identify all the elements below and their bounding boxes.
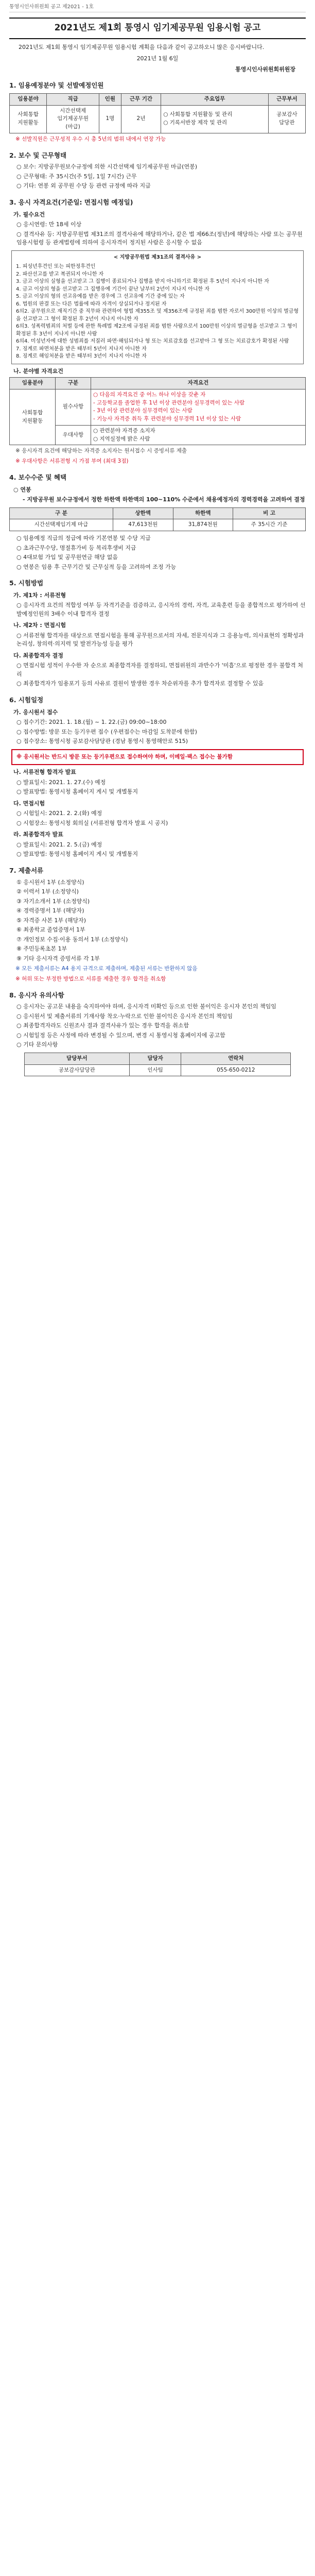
section-4-sub: ○ 연봉 bbox=[13, 486, 31, 493]
list-item: ⑥ 최종학교 졸업증명서 1부 bbox=[16, 926, 85, 933]
disqualification-box bbox=[11, 250, 304, 364]
list-item: ⑨ 기타 응시자격 증빙서류 각 1부 bbox=[16, 955, 100, 962]
list-item: 1. 피성년후견인 또는 피한정후견인 bbox=[16, 264, 96, 269]
list-item: ○ 발표방법: 통영시청 홈페이지 게시 및 개별통지 bbox=[16, 788, 138, 795]
qualification-table bbox=[9, 377, 306, 445]
list-item: ○ 4대보험 가입 및 공무원연금 해당 없음 bbox=[16, 554, 118, 561]
section-6-sub-3: 다. 면접시험 bbox=[13, 800, 45, 807]
section-5-sub-2: 나. 제2차 : 면접시험 bbox=[13, 622, 66, 629]
table-cell: 사회통합 지원활동 bbox=[10, 389, 56, 445]
section-3-title: 3. 응시 자격요건(기준일: 면접시험 예정일) bbox=[9, 198, 133, 206]
table-header: 직급 bbox=[47, 93, 99, 105]
list-item: 2. 파산선고를 받고 복권되지 아니한 자 bbox=[16, 271, 104, 277]
section-3-sub-1: 가. 필수요건 bbox=[13, 211, 45, 218]
table-cell: 주 35시간 기준 bbox=[233, 519, 306, 531]
contact-title: ○ 기타 문의사항 bbox=[16, 1041, 58, 1048]
section-5-title: 5. 시험방법 bbox=[9, 579, 44, 587]
list-item: ○ 발표방법: 통영시청 홈페이지 게시 및 개별통지 bbox=[16, 851, 138, 858]
table-row bbox=[10, 105, 306, 133]
table-cell: 시간선택제임기제 마급 bbox=[10, 519, 113, 531]
section-6-sub-4: 라. 최종합격자 발표 bbox=[13, 831, 63, 838]
list-item: ○ 접수기간: 2021. 1. 18.(월) ~ 1. 22.(금) 09:00~18:00 bbox=[16, 719, 167, 725]
list-item: ○ 응시원서 및 제출서류의 기재사항 착오·누락으로 인한 불이익은 응시자 본인의 책임임 bbox=[16, 1012, 233, 1020]
list-item: 8. 징계로 해임처분을 받은 때부터 3년이 지나지 아니한 자 bbox=[16, 353, 147, 359]
table-cell: 인사팀 bbox=[129, 1064, 181, 1076]
list-item: ○ 최종합격자라도 신원조사 결과 결격사유가 있는 경우 합격을 취소함 bbox=[16, 1022, 189, 1029]
table-row bbox=[10, 389, 306, 425]
paragraph: ○ 면접시험 성적이 우수한 자 순으로 최종합격자를 결정하되, 면접위원의 과반수가 '미흡'으로 평정한 경우 불합격 처리 bbox=[16, 662, 303, 677]
list-item: ⑧ 주민등록초본 1부 bbox=[16, 945, 67, 952]
list-item: ○ 발표일시: 2021. 1. 27.(수) 예정 bbox=[16, 778, 106, 786]
list-item: ○ 응시연령: 만 18세 이상 bbox=[16, 221, 82, 228]
list-item: ② 이력서 1부 (소정양식) bbox=[16, 888, 79, 895]
table-row bbox=[10, 519, 306, 531]
section-3-sub-2: 나. 분야별 자격요건 bbox=[13, 367, 63, 375]
list-item: 5. 금고 이상의 형의 선고유예를 받은 경우에 그 선고유예 기간 중에 있는 자 bbox=[16, 294, 185, 299]
list-item: ○ 근무형태: 주 35시간(주 5일, 1일 7시간) 근무 bbox=[16, 173, 137, 180]
list-item: ○ 응시자는 공고문 내용을 숙지하여야 하며, 응시자격 미확인 등으로 인한 불이익은 응시자 본인의 책임임 bbox=[16, 1003, 276, 1010]
table-cell: 시간선택제 임기제공무원 (마급) bbox=[47, 105, 99, 133]
paragraph: ○ 서류전형 합격자를 대상으로 면접시험을 통해 공무원으로서의 자세, 전문지식과 그 응용능력, 의사표현의 정확성과 논리성, 창의력·의지력 및 발전가능성 등을 평가 bbox=[16, 632, 304, 648]
paragraph: ○ 최종합격자가 임용포기 등의 사유로 결원이 발생한 경우 차순위자를 추가 합격자로 결정할 수 있음 bbox=[16, 680, 264, 687]
section-6-title: 6. 시험일정 bbox=[9, 696, 44, 704]
list-item: 6의4. 미성년자에 대한 성범죄를 저질러 파면·해임되거나 형 또는 치료감호를 선고받아 그 형 또는 치료감호가 확정된 사람 bbox=[16, 338, 289, 344]
table-header: 구 분 bbox=[10, 507, 113, 519]
list-item: ※ 응시자격 요건에 해당하는 자격증 소지자는 원서접수 시 증빙서류 제출 bbox=[15, 448, 187, 454]
table-cell: 사회통합 지원활동 bbox=[10, 105, 47, 133]
table-cell: 필수사항 bbox=[56, 389, 91, 425]
table-header: 구분 bbox=[56, 378, 91, 389]
table-cell: 055-650-0212 bbox=[181, 1064, 291, 1076]
list-item: ○ 시험일정 등은 사정에 따라 변경될 수 있으며, 변경 시 통영시청 홈페이지에 공고함 bbox=[16, 1031, 225, 1039]
table-header: 임용분야 bbox=[10, 93, 47, 105]
disqualification-box-title: < 지방공무원법 제31조의 결격사유 > bbox=[113, 254, 202, 260]
table-cell: 31,874천원 bbox=[173, 519, 233, 531]
table-header: 인원 bbox=[99, 93, 121, 105]
table-header: 자격요건 bbox=[91, 378, 306, 389]
positions-table bbox=[9, 93, 306, 133]
table-header: 담당부서 bbox=[24, 1053, 129, 1064]
table-cell: ○ 다음의 자격요건 중 어느 하나 이상을 갖춘 자 - 고등학교를 졸업한 후 1년 이상 관련분야 실무경력이 있는 사람 - 3년 이상 관련분야 실무경력이 있는 사람 - 기능사 자격증 취득 후 관련분야 실무경력 1년 이상 있는 사람 bbox=[91, 389, 306, 425]
list-item: ※ 모든 제출서류는 A4 용지 규격으로 제출하며, 제출된 서류는 반환하지 않음 bbox=[15, 965, 198, 972]
table-header-row bbox=[10, 507, 306, 519]
contact-table bbox=[24, 1053, 291, 1077]
list-item: ※ 허위 또는 부정한 방법으로 서류를 제출한 경우 합격을 취소함 bbox=[15, 975, 166, 982]
table-header: 연락처 bbox=[181, 1053, 291, 1064]
section-5-sub-1: 가. 제1차 : 서류전형 bbox=[13, 591, 66, 599]
section-5-sub-3: 다. 최종합격자 결정 bbox=[13, 652, 63, 659]
section-7-title: 7. 제출서류 bbox=[9, 866, 44, 874]
page-title: 2021년도 제1회 통영시 임기제공무원 임용시험 공고 bbox=[9, 18, 306, 39]
list-item: ○ 시험일시: 2021. 2. 2.(화) 예정 bbox=[16, 810, 102, 817]
list-item: 3. 금고 이상의 실형을 선고받고 그 집행이 종료되거나 집행을 받지 아니하기로 확정된 후 5년이 지나지 아니한 자 bbox=[16, 279, 269, 284]
list-item: ⑦ 개인정보 수집·이용 동의서 1부 (소정양식) bbox=[16, 936, 128, 943]
intro-text: 2021년도 제1회 통영시 임기제공무원 임용시험 계획을 다음과 같이 공고하오니 많은 응시바랍니다. bbox=[19, 43, 265, 50]
document-header: 통영시인사위원회 공고 제2021 - 1호 bbox=[9, 3, 306, 12]
table-header: 근무부서 bbox=[268, 93, 305, 105]
table-header: 상한액 bbox=[113, 507, 173, 519]
list-item: ③ 자기소개서 1부 (소정양식) bbox=[16, 897, 90, 905]
section-8-title: 8. 응시자 유의사항 bbox=[9, 991, 64, 999]
list-item: 6. 법원의 판결 또는 다른 법률에 따라 자격이 상실되거나 정지된 자 bbox=[16, 301, 167, 307]
table-header-row bbox=[10, 378, 306, 389]
announce-org: 통영시인사위원회위원장 bbox=[235, 65, 295, 73]
table-header: 하한액 bbox=[173, 507, 233, 519]
list-item: ○ 기타: 연봉 외 공무원 수당 등 관련 규정에 따라 지급 bbox=[16, 182, 151, 190]
section-4-title: 4. 보수수준 및 혜택 bbox=[9, 473, 67, 481]
list-item: 6의3. 성폭력범죄의 처벌 등에 관한 특례법 제2조에 규정된 죄를 범한 사람으로서 100만원 이상의 벌금형을 선고받고 그 형이 확정된 후 3년이 지나지 아니한 사람 bbox=[16, 324, 297, 337]
list-item: ○ 연봉은 임용 후 근무기간 및 근무실적 등을 고려하여 조정 가능 bbox=[16, 563, 177, 570]
list-item: ※ 우대사항은 서류전형 시 가점 부여 (최대 3점) bbox=[15, 458, 129, 464]
list-item: ④ 경력증명서 1부 (해당자) bbox=[16, 907, 84, 914]
list-item: ○ 시험장소: 통영시청 회의실 (서류전형 합격자 발표 시 공지) bbox=[16, 819, 168, 826]
table-row bbox=[24, 1064, 290, 1076]
salary-description: - 지방공무원 보수규정에서 정한 하한액 하한액의 100~110% 수준에서 채용예정자의 경력경력을 고려하여 결정 bbox=[23, 496, 305, 503]
warning-box: ※ 응시원서는 반드시 방문 또는 등기우편으로 접수하여야 하며, 이메일·팩스 접수는 불가함 bbox=[11, 749, 304, 766]
section-6-sub-2: 나. 서류전형 합격자 발표 bbox=[13, 769, 76, 776]
section-2-title: 2. 보수 및 근무형태 bbox=[9, 151, 67, 159]
list-item: 6의2. 공무원으로 재직기간 중 직무와 관련하여 형법 제355조 및 제356조에 규정된 죄를 범한 자로서 300만원 이상의 벌금형을 선고받고 그 형이 확정된 후 2년이 지나지 아니한 자 bbox=[16, 309, 299, 322]
table-cell: 47,613천원 bbox=[113, 519, 173, 531]
list-item: ○ 임용예정 직급의 정급에 따라 기본연봉 및 수당 지급 bbox=[16, 535, 151, 541]
table-cell: 우대사항 bbox=[56, 425, 91, 445]
list-item: ① 응시원서 1부 (소정양식) bbox=[16, 878, 84, 886]
table-cell: ○ 사회통합 지원활동 및 관리 ○ 기록서반장 제작 및 관리 bbox=[161, 105, 268, 133]
table-cell: 공보감사담당관 bbox=[24, 1064, 129, 1076]
table-header-row bbox=[10, 93, 306, 105]
list-item: 7. 징계로 파면처분을 받은 때부터 5년이 지나지 아니한 자 bbox=[16, 346, 147, 352]
section-1-note: ※ 선발직원은 근무성적 우수 시 총 5년의 범위 내에서 연장 가능 bbox=[15, 135, 166, 142]
salary-table bbox=[9, 507, 306, 532]
list-item: ○ 보수: 지방공무원보수규정에 의한 시간선택제 임기제공무원 마급(연봉) bbox=[16, 163, 198, 171]
section-1-title: 1. 임용예정분야 및 선발예정인원 bbox=[9, 81, 104, 89]
table-cell: ○ 관련분야 자격증 소지자 ○ 지역실정에 밝은 사람 bbox=[91, 425, 306, 445]
table-header: 임용분야 bbox=[10, 378, 56, 389]
table-header: 비 고 bbox=[233, 507, 306, 519]
list-item: 4. 금고 이상의 형을 선고받고 그 집행유예 기간이 끝난 날부터 2년이 지나지 아니한 자 bbox=[16, 286, 210, 292]
table-header-row bbox=[24, 1053, 290, 1064]
list-item: ○ 결격사유 등: 지방공무원법 제31조의 결격사유에 해당하거나, 같은 법 제66조(정년)에 해당하는 사람 또는 공무원임용시험령 등 관계법령에 의하여 응시자격이 정지된 사람은 응시할 수 없음 bbox=[16, 230, 303, 246]
list-item: ○ 접수방법: 방문 또는 등기우편 접수 (우편접수는 마감일 도착분에 한함) bbox=[16, 728, 197, 735]
table-cell: 1명 bbox=[99, 105, 121, 133]
list-item: ○ 발표일시: 2021. 2. 5.(금) 예정 bbox=[16, 841, 102, 848]
list-item: ⑤ 자격증 사본 1부 (해당자) bbox=[16, 917, 86, 924]
paragraph: ○ 응시자격 요건의 적합성 여부 등 자격기준을 검증하고, 응시자의 경력, 자격, 교육훈련 등을 종합적으로 평가하여 선발예정인원의 3배수 이내 합격자 결정 bbox=[16, 602, 306, 617]
table-header: 근무 기간 bbox=[121, 93, 161, 105]
list-item: ○ 초과근무수당, 명절휴가비 등 복리후생비 지급 bbox=[16, 544, 136, 551]
table-cell: 2년 bbox=[121, 105, 161, 133]
list-item: ○ 접수장소: 통영시청 공보감사담당관 (경남 통영시 통영해안로 515) bbox=[16, 738, 188, 744]
table-header: 담당자 bbox=[129, 1053, 181, 1064]
announce-date: 2021년 1월 6일 bbox=[136, 55, 179, 62]
table-cell: 공보감사 담당관 bbox=[268, 105, 305, 133]
section-6-sub-1: 가. 응시원서 접수 bbox=[13, 708, 58, 716]
table-header: 주요업무 bbox=[161, 93, 268, 105]
